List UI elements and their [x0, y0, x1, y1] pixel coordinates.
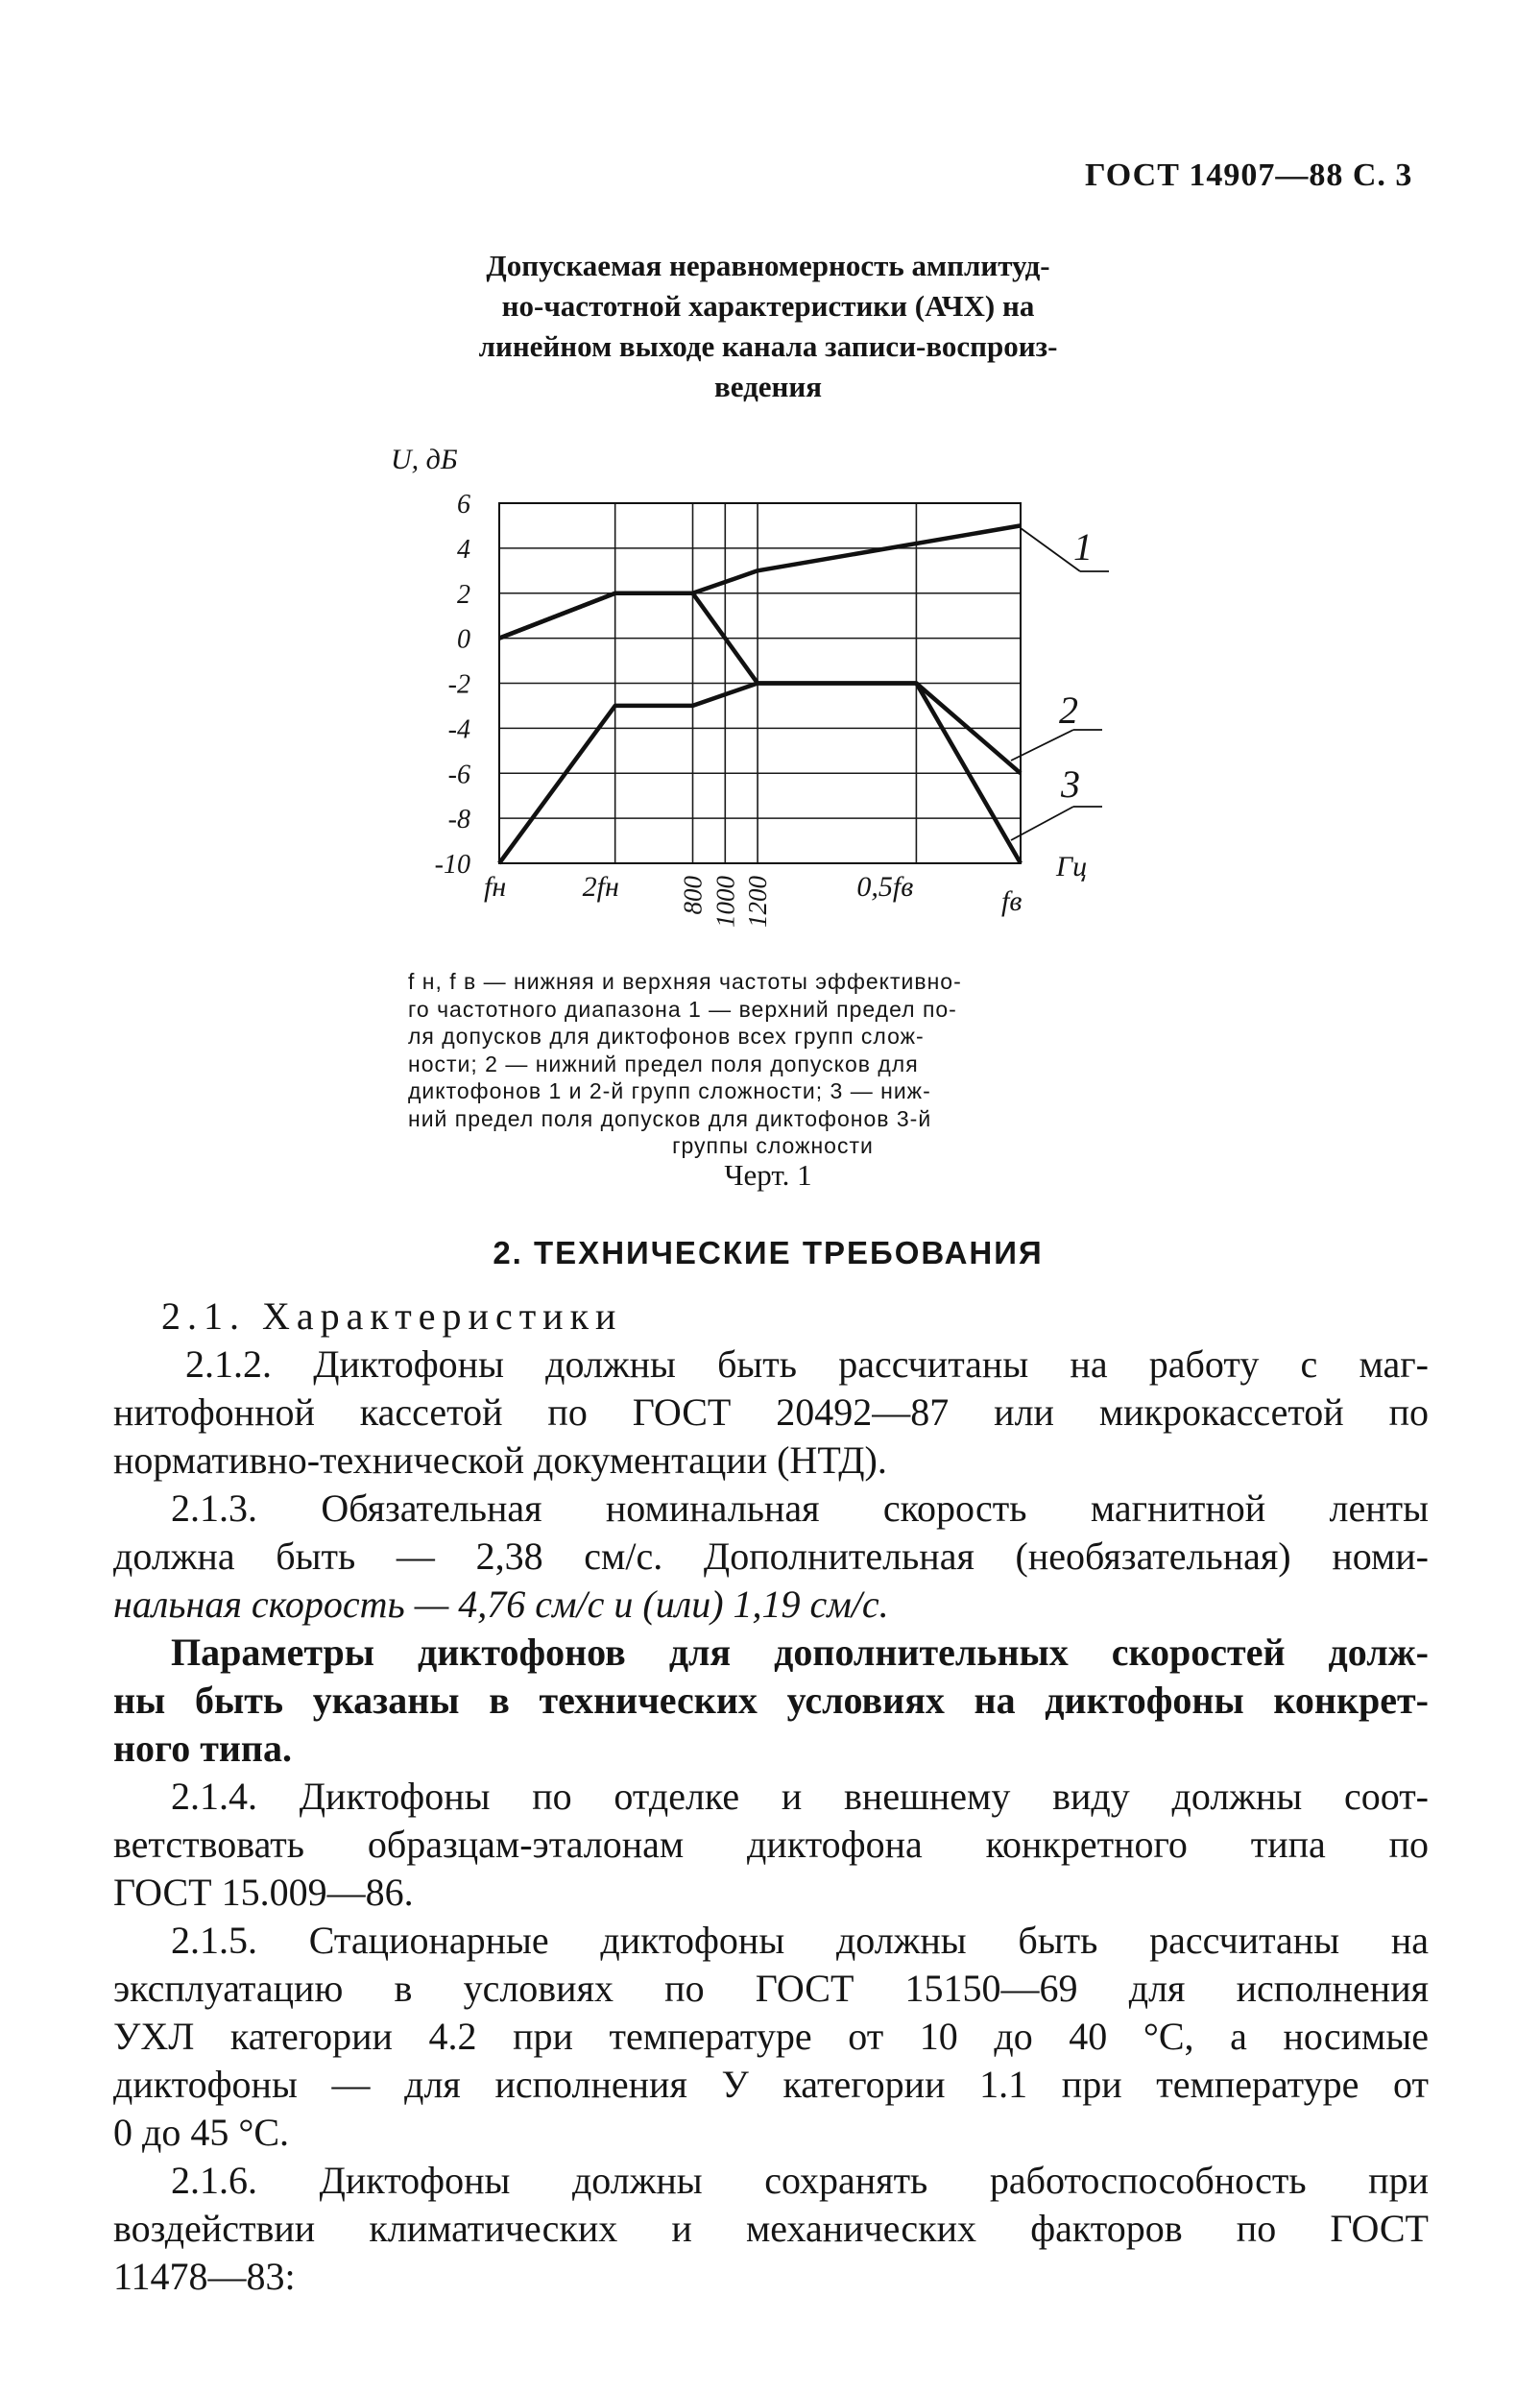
caption-line: f н, f в — нижняя и верхняя частоты эффективно-: [408, 969, 962, 994]
x-tick-label: 800: [678, 876, 708, 915]
curve-label: 1: [1073, 525, 1093, 568]
y-tick-label: 2: [457, 579, 470, 610]
paragraph-line: [113, 1581, 1429, 1629]
paragraph-line: 0 до 45 °С.: [113, 2111, 290, 2154]
y-tick-label: -8: [447, 805, 470, 835]
x-tick-label: 2fн: [582, 871, 619, 903]
figure-title-line: Допускаемая неравномерность амплитуд-: [486, 249, 1050, 282]
caption-line: го частотного диапазона 1 — верхний предел по-: [408, 996, 957, 1022]
paragraph-line: ного типа.: [113, 1727, 292, 1770]
y-tick-label: -4: [447, 714, 470, 745]
paragraph-line: 2.1.4. Диктофоны по отделке и внешнему виду должны соот-: [171, 1775, 1429, 1818]
curve-label: 3: [1061, 762, 1080, 806]
caption-line: диктофонов 1 и 2-й групп сложности; 3 — ниж-: [408, 1078, 931, 1103]
paragraph-line: ветствовать образцам-эталонам диктофона конкретного типа по: [113, 1823, 1429, 1866]
body-text: [113, 1293, 1429, 2301]
x-tick-label: fв: [1001, 885, 1023, 917]
paragraph-line: диктофоны — для исполнения У категории 1.1 при температуре от: [113, 2063, 1429, 2106]
x-tick-label: 0,5fв: [856, 871, 914, 903]
paragraph-line: Параметры диктофонов для дополнительных скоростей долж-: [171, 1631, 1429, 1674]
x-axis-label: Гц: [1056, 851, 1088, 882]
y-tick-label: 0: [457, 624, 470, 655]
figure-title-line: но-частотной характеристики (АЧХ) на: [501, 289, 1035, 323]
paragraph-line: нитофонной кассетой по ГОСТ 20492—87 или микрокассетой по: [113, 1390, 1429, 1434]
caption-line: ля допусков для диктофонов всех групп слож-: [408, 1024, 925, 1049]
paragraph-line: 11478—83:: [113, 2255, 296, 2298]
caption-line: ний предел поля допусков для диктофонов 3-й: [408, 1105, 932, 1131]
x-tick-label: 1000: [710, 876, 740, 928]
paragraph-line: воздействии климатических и механических факторов по ГОСТ: [113, 2207, 1429, 2250]
y-tick-label: -10: [434, 850, 470, 880]
section-title: 2. ТЕХНИЧЕСКИЕ ТРЕБОВАНИЯ: [493, 1235, 1044, 1270]
paragraph-line: УХЛ категории 4.2 при температуре от 10 до 40 °С, а носимые: [113, 2015, 1429, 2058]
figure-title-line: линейном выходе канала записи-воспроиз-: [478, 329, 1058, 363]
paragraph-line: нормативно-технической документации (НТД).: [113, 1438, 887, 1482]
paragraph-line: 2.1.5. Стационарные диктофоны должны быть рассчитаны на: [171, 1919, 1429, 1962]
paragraph-line: ГОСТ 15.009—86.: [113, 1871, 414, 1914]
curve-label: 2: [1059, 689, 1078, 732]
caption-line: группы сложности: [672, 1133, 874, 1158]
y-tick-label: -2: [447, 669, 470, 700]
x-tick-label: 1200: [743, 876, 773, 928]
y-tick-label: 4: [457, 534, 470, 565]
paragraph-line: 2.1.2. Диктофоны должны быть рассчитаны на работу с маг-: [185, 1342, 1429, 1386]
subsection-heading: 2.1. Характеристики: [161, 1294, 623, 1338]
paragraph-line: эксплуатацию в условиях по ГОСТ 15150—69 для исполнения: [113, 1967, 1429, 2010]
page-header: ГОСТ 14907—88 С. 3: [1085, 157, 1413, 193]
figure-caption: [408, 968, 1138, 1160]
paragraph-line: ны быть указаны в технических условиях на диктофоны конкрет-: [113, 1679, 1429, 1722]
paragraph-line: 2.1.6. Диктофоны должны сохранять работоспособность при: [171, 2159, 1429, 2202]
y-axis-label: U, дБ: [391, 444, 458, 475]
x-tick-label: fн: [484, 871, 507, 903]
paragraph-line: 2.1.3. Обязательная номинальная скорость магнитной ленты: [171, 1487, 1429, 1530]
italic-line: нальная скорость — 4,76 см/с и (или) 1,19 см/с.: [113, 1583, 889, 1626]
frequency-response-chart: [0, 0, 1540, 970]
figure-title-line: ведения: [713, 370, 823, 403]
y-tick-label: 6: [457, 490, 470, 520]
figure-label: Черт. 1: [724, 1158, 812, 1192]
y-tick-label: -6: [447, 760, 470, 790]
paragraph-line: должна быть — 2,38 см/с. Дополнительная (необязательная) номи-: [113, 1535, 1429, 1578]
curve-1: [499, 525, 1021, 638]
curve-leader-line: [1021, 528, 1080, 571]
caption-line: ности; 2 — нижний предел поля допусков для: [408, 1051, 919, 1076]
